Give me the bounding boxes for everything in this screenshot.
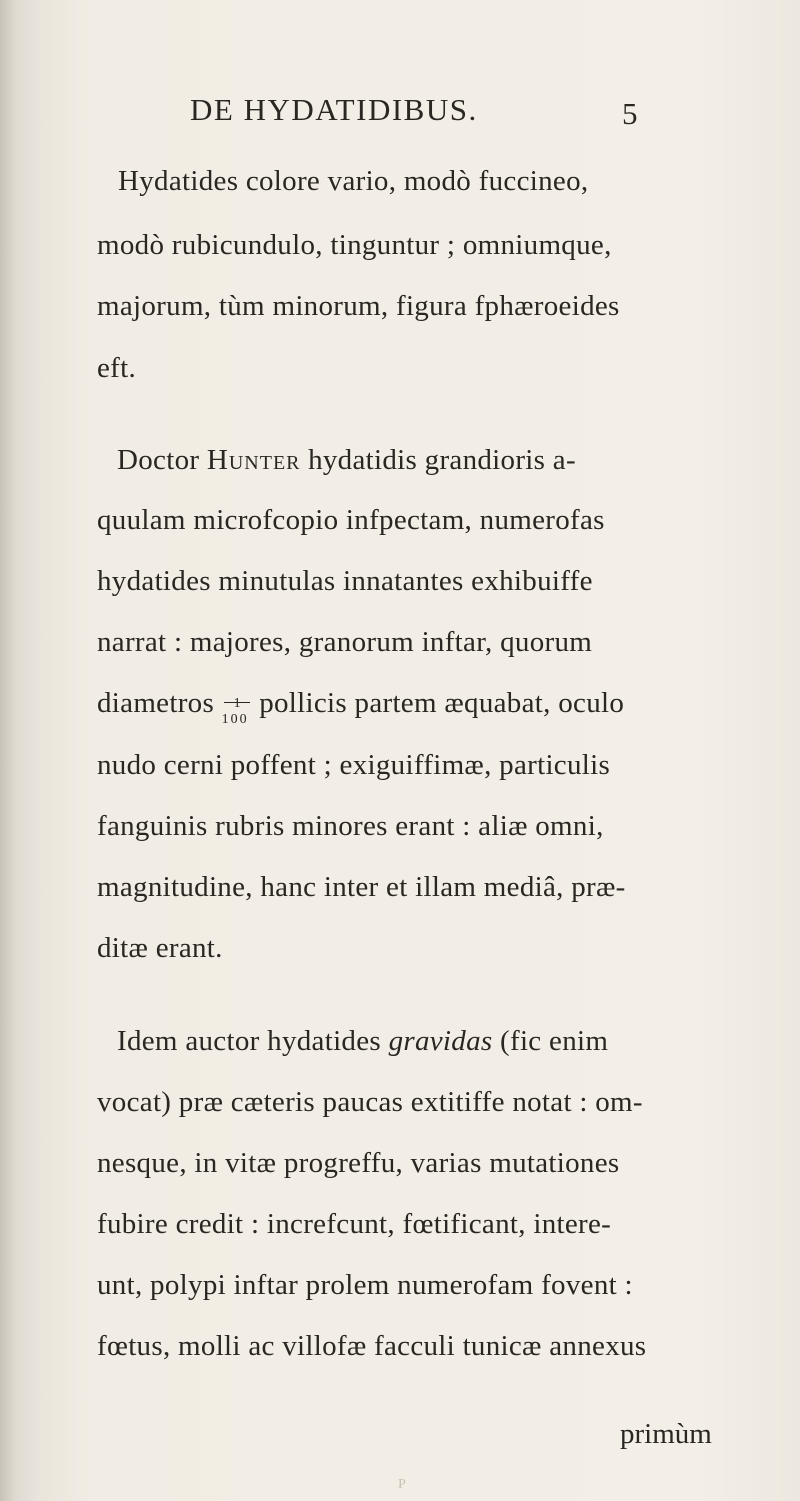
text-line: nudo cerni poffent ; exiguiffimæ, particulis <box>97 749 611 781</box>
text-line: quulam microfcopio infpectam, numerofas <box>97 504 605 536</box>
page-number: 5 <box>622 96 638 131</box>
text-line: fanguinis rubris minores erant : aliæ omni, <box>97 810 604 842</box>
text-line: hydatides minutulas innatantes exhibuiffe <box>97 565 593 597</box>
text-line: narrat : majores, granorum inftar, quorum <box>97 626 593 658</box>
text-line: majorum, tùm minorum, figura fphæroeides <box>97 290 620 322</box>
book-spine-shadow <box>0 0 14 1501</box>
word: pollicis partem æquabat, oculo <box>259 687 625 719</box>
text-line: eft. <box>97 352 137 384</box>
author-name: Hunter <box>206 444 301 476</box>
text-line: fœtus, molli ac villofæ facculi tunicæ annexus <box>97 1330 647 1362</box>
word: hydatidis grandioris a- <box>308 444 576 476</box>
footer-mark: P <box>398 1477 406 1492</box>
fraction-numerator: 1 <box>233 696 241 711</box>
text-line: nesque, in vitæ progreffu, varias mutationes <box>97 1147 620 1179</box>
fraction-denominator: 100 <box>221 712 249 727</box>
fraction <box>221 686 252 727</box>
text-line: ditæ erant. <box>97 932 223 964</box>
word: Idem auctor hydatides <box>117 1025 381 1057</box>
text-line <box>97 685 625 727</box>
text-line: modò rubicundulo, tinguntur ; omniumque, <box>97 229 612 261</box>
text-line: fubire credit : increfcunt, fœtificant, intere- <box>97 1208 612 1240</box>
text-line: magnitudine, hanc inter et illam mediâ, præ- <box>97 871 626 903</box>
word: diametros <box>97 687 215 719</box>
text-line: vocat) præ cæteris paucas extitiffe notat : om- <box>97 1086 643 1118</box>
running-title: DE HYDATIDIBUS. <box>190 92 478 127</box>
word: Doctor <box>117 444 200 476</box>
catchword: primùm <box>620 1418 712 1450</box>
italic-word: gravidas <box>388 1025 493 1057</box>
word: (fic enim <box>500 1025 609 1057</box>
page-header <box>190 92 650 132</box>
text-line: unt, polypi inftar prolem numerofam fovent : <box>97 1269 633 1301</box>
text-line <box>117 1023 608 1059</box>
text-line <box>117 442 576 478</box>
text-line: Hydatides colore vario, modò fuccineo, <box>118 165 589 197</box>
